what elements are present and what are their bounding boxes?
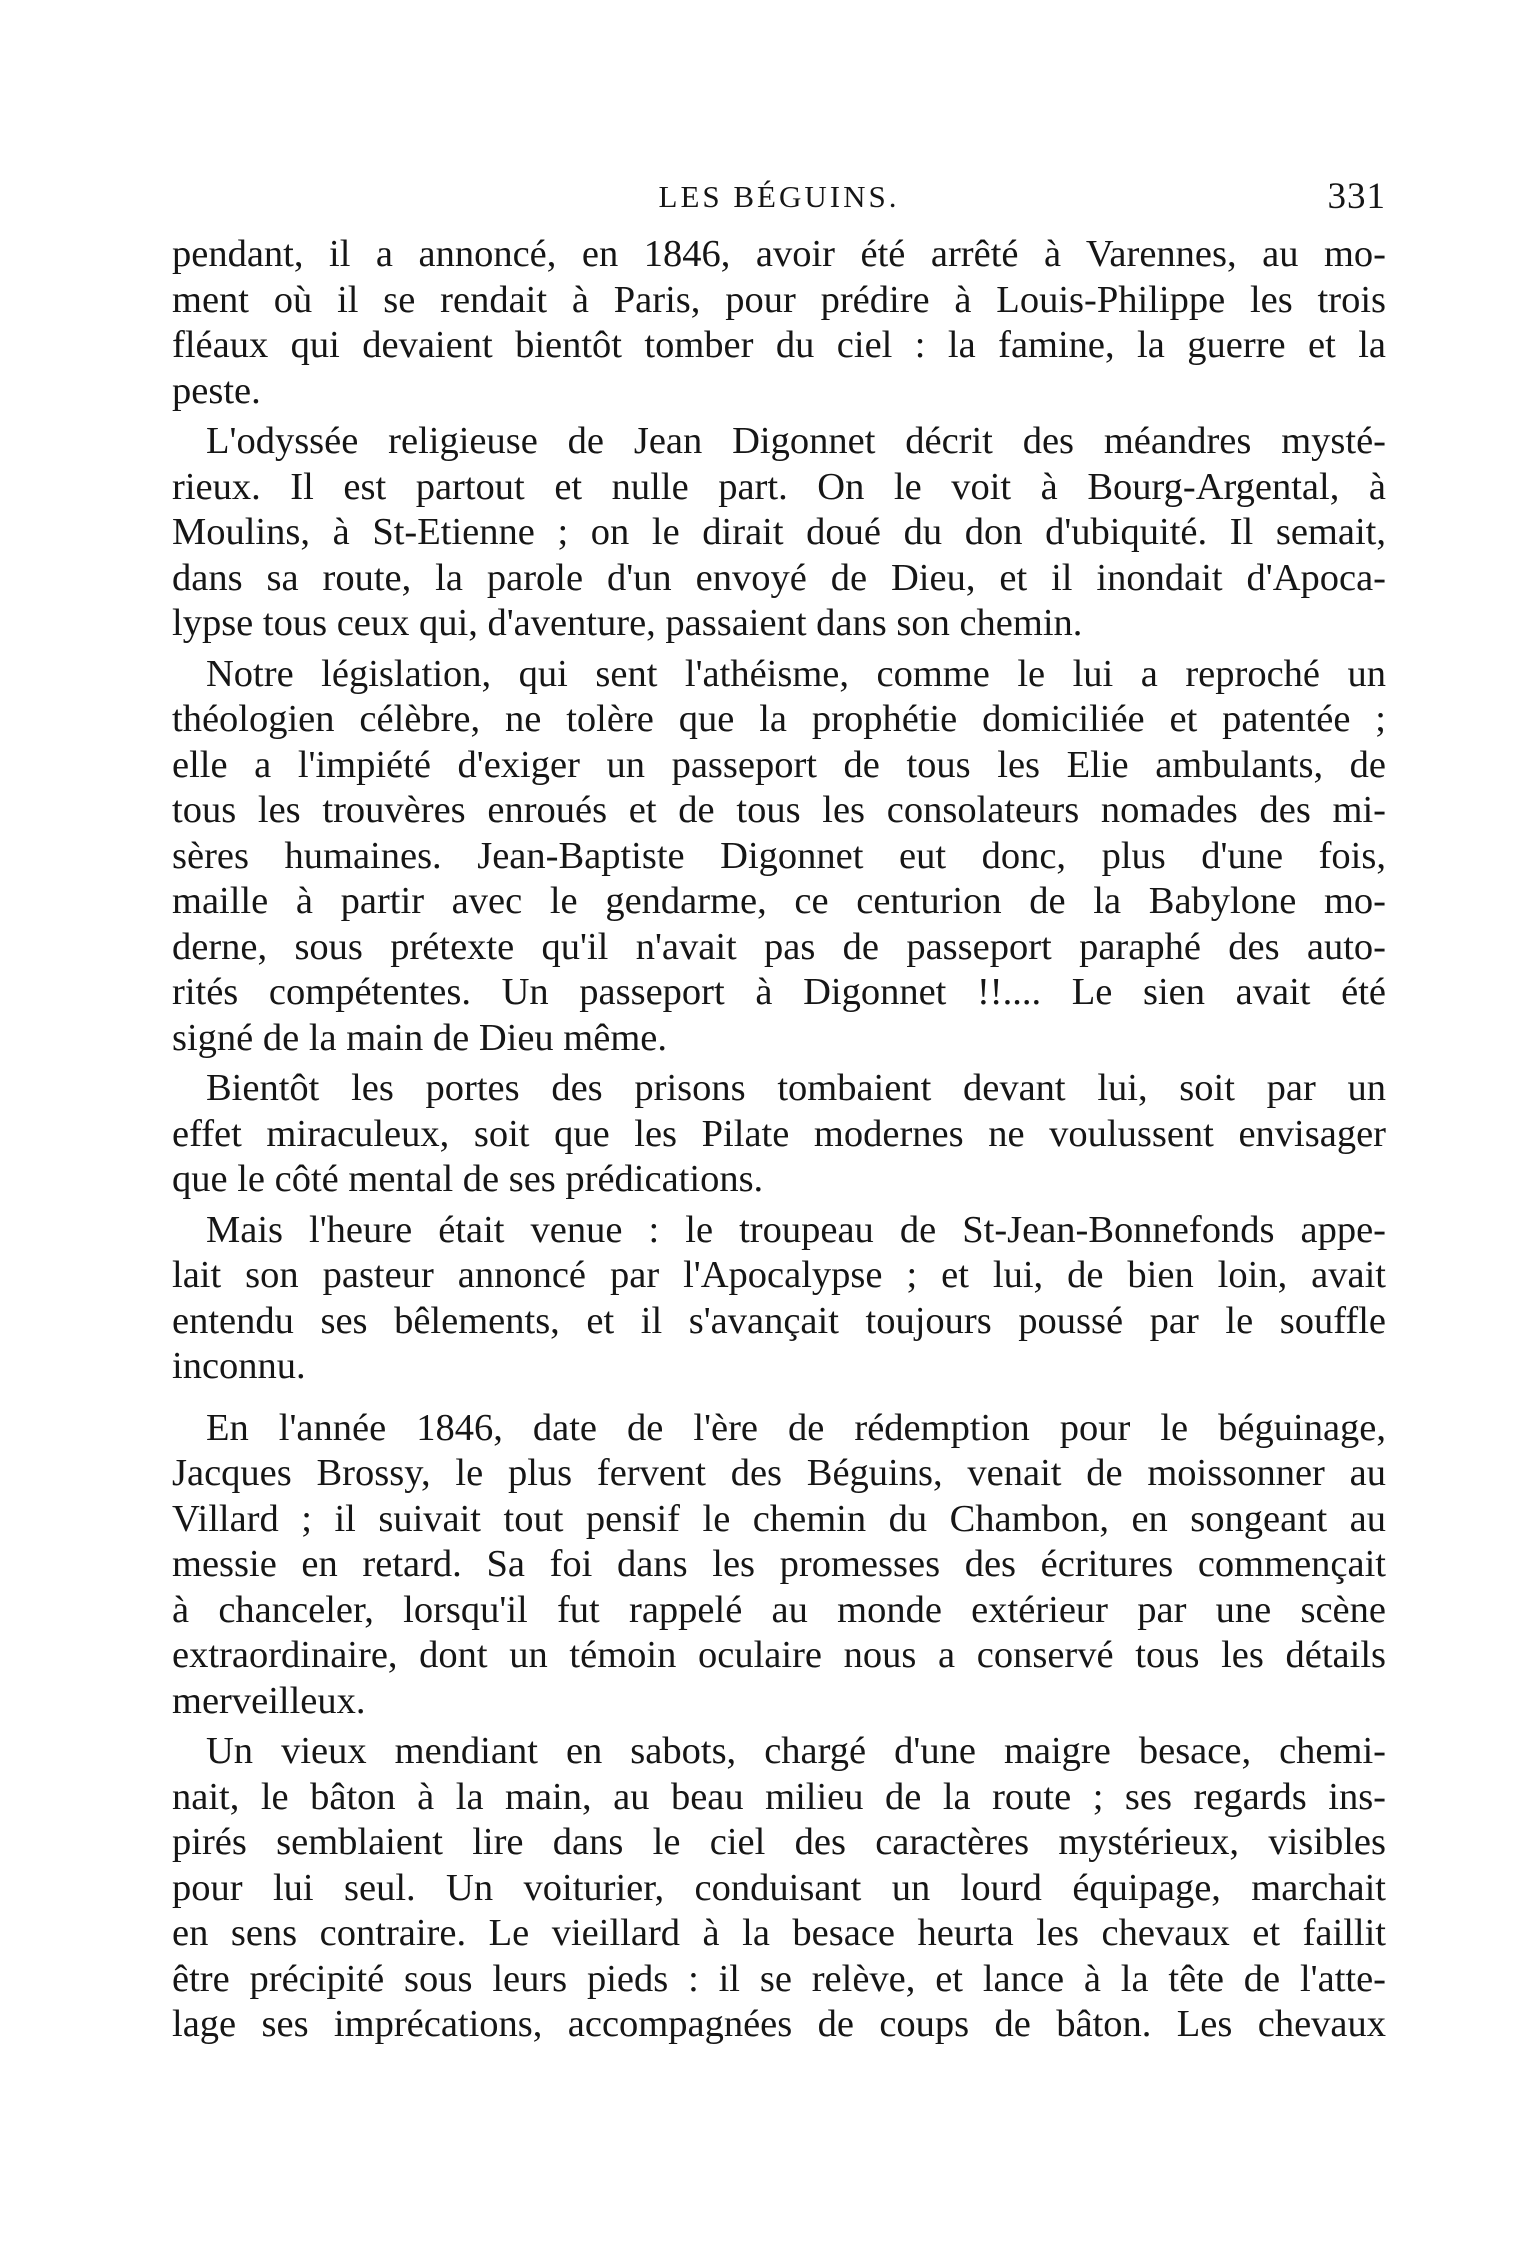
text-line: L'odyssée religieuse de Jean Digonnet décrit des méandres mysté-	[206, 420, 1386, 462]
text-line: messie en retard. Sa foi dans les promesses des écritures commençait	[172, 1543, 1386, 1585]
text-line: peste.	[172, 369, 261, 412]
text-line: lypse tous ceux qui, d'aventure, passaient dans son chemin.	[172, 602, 1083, 644]
text-line: dans sa route, la parole d'un envoyé de Dieu, et il inondait d'Apoca-	[172, 556, 1386, 599]
text-line: merveilleux.	[172, 1679, 366, 1722]
text-line: Jacques Brossy, le plus fervent des Béguins, venait de moissonner au	[172, 1452, 1386, 1494]
text-line: en sens contraire. Le vieillard à la besace heurta les chevaux et faillit	[172, 1912, 1386, 1954]
text-line: En l'année 1846, date de l'ère de rédemption pour le béguinage,	[206, 1406, 1386, 1449]
text-line: théologien célèbre, ne tolère que la prophétie domiciliée et patentée ;	[172, 698, 1386, 740]
text-line: à chanceler, lorsqu'il fut rappelé au monde extérieur par une scène	[172, 1588, 1386, 1631]
text-line: que le côté mental de ses prédications.	[172, 1158, 764, 1200]
text-line: Un vieux mendiant en sabots, chargé d'une maigre besace, chemi-	[206, 1730, 1386, 1772]
text-line: inconnu.	[172, 1345, 306, 1387]
text-line: maille à partir avec le gendarme, ce centurion de la Babylone mo-	[172, 880, 1386, 922]
text-line: être précipité sous leurs pieds : il se relève, et lance à la tête de l'atte-	[172, 1957, 1386, 2000]
text-line: signé de la main de Dieu même.	[172, 1016, 667, 1059]
text-line: pendant, il a annoncé, en 1846, avoir été arrêté à Varennes, au mo-	[172, 233, 1386, 275]
text-line: elle a l'impiété d'exiger un passeport de tous les Elie ambulants, de	[172, 743, 1386, 786]
text-line: effet miraculeux, soit que les Pilate modernes ne voulussent envisager	[172, 1112, 1386, 1155]
text-line: lage ses imprécations, accompagnées de coups de bâton. Les chevaux	[172, 2003, 1386, 2045]
running-head	[172, 172, 1386, 222]
text-line: pirés semblaient lire dans le ciel des caractères mystérieux, visibles	[172, 1821, 1386, 1863]
text-line: derne, sous prétexte qu'il n'avait pas de passeport paraphé des auto-	[172, 925, 1386, 968]
text-line: entendu ses bêlements, et il s'avançait toujours poussé par le souffle	[172, 1299, 1386, 1342]
running-title: LES BÉGUINS.	[658, 179, 900, 214]
text-line: extraordinaire, dont un témoin oculaire nous a conservé tous les détails	[172, 1634, 1386, 1676]
text-line: pour lui seul. Un voiturier, conduisant un lourd équipage, marchait	[172, 1866, 1386, 1909]
text-line: fléaux qui devaient bientôt tomber du ciel : la famine, la guerre et la	[172, 324, 1386, 366]
text-line: lait son pasteur annoncé par l'Apocalypse ; et lui, de bien loin, avait	[172, 1254, 1386, 1296]
text-line: ment où il se rendait à Paris, pour prédire à Louis-Philippe les trois	[172, 278, 1386, 321]
paragraph-gap	[172, 1390, 1386, 1406]
text-line: nait, le bâton à la main, au beau milieu de la route ; ses regards ins-	[172, 1775, 1386, 1818]
text-line: Bientôt les portes des prisons tombaient devant lui, soit par un	[206, 1067, 1386, 1109]
page-number: 331	[1327, 176, 1386, 217]
text-line: Villard ; il suivait tout pensif le chemin du Chambon, en songeant au	[172, 1497, 1386, 1540]
text-line: Moulins, à St-Etienne ; on le dirait doué du don d'ubiquité. Il semait,	[172, 511, 1386, 553]
text-line: rieux. Il est partout et nulle part. On le voit à Bourg-Argental, à	[172, 465, 1386, 508]
text-line: rités compétentes. Un passeport à Digonnet !!.... Le sien avait été	[172, 971, 1386, 1013]
body-text	[172, 232, 1386, 2048]
text-line: sères humaines. Jean-Baptiste Digonnet eut donc, plus d'une fois,	[172, 834, 1386, 877]
text-line: Notre législation, qui sent l'athéisme, comme le lui a reproché un	[206, 652, 1386, 695]
text-line: Mais l'heure était venue : le troupeau de St-Jean-Bonnefonds appe-	[206, 1208, 1386, 1251]
text-line: tous les trouvères enroués et de tous les consolateurs nomades des mi-	[172, 789, 1386, 831]
